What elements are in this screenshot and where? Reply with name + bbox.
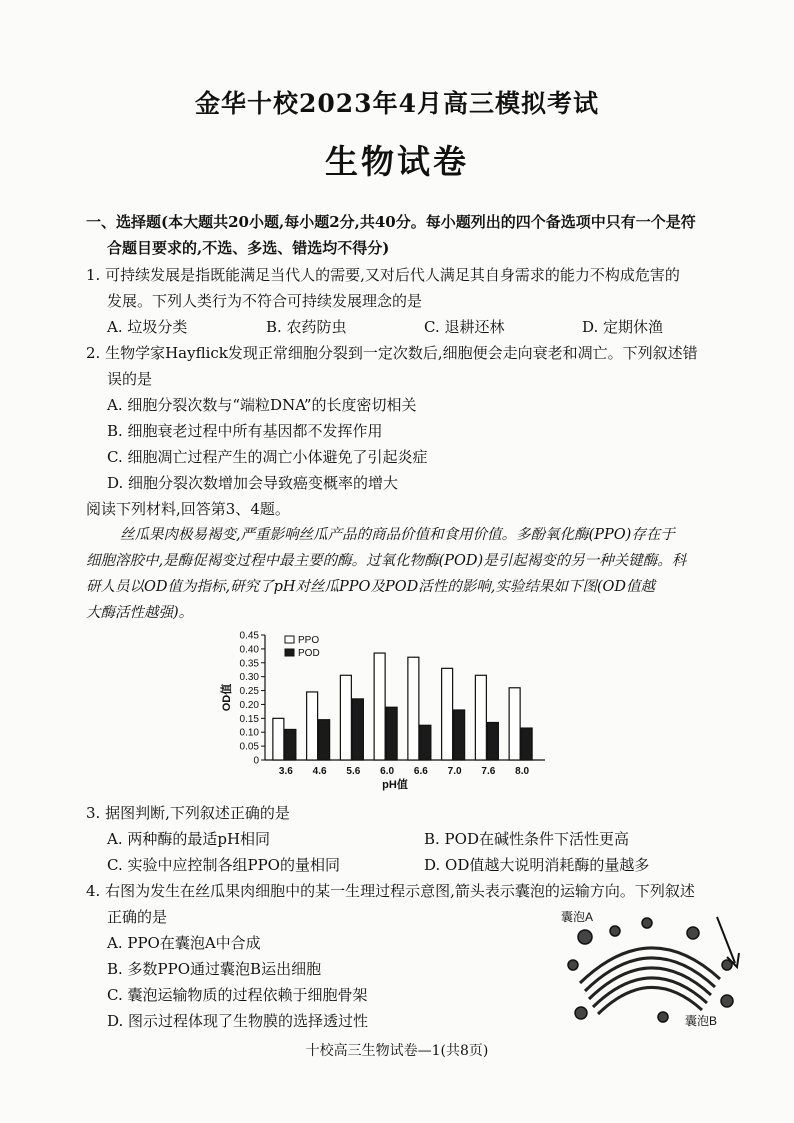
y-tick-label: 0.15 bbox=[239, 713, 259, 725]
q3-option-a: A. 两种酶的最适pH相同 bbox=[107, 830, 271, 848]
x-tick-label: 3.6 bbox=[278, 766, 293, 777]
y-tick-label: 0.20 bbox=[239, 699, 259, 711]
bar-ppo-3.6 bbox=[273, 718, 284, 760]
q4-option-b: B. 多数PPO通过囊泡B运出细胞 bbox=[107, 960, 322, 978]
y-tick-label: 0.05 bbox=[239, 741, 259, 753]
q3-option-d: D. OD值越大说明消耗酶的量越多 bbox=[424, 856, 650, 874]
section-intro-line1: 一、选择题(本大题共20小题,每小题2分,共40分。每小题列出的四个备选项中只有一个是符 bbox=[86, 213, 696, 231]
x-tick-label: 4.6 bbox=[312, 766, 327, 777]
q3-option-b: B. POD在碱性条件下活性更高 bbox=[424, 830, 629, 848]
q1-option-c: C. 退耕还林 bbox=[424, 318, 505, 336]
q1-option-b: B. 农药防虫 bbox=[266, 318, 347, 336]
bar-ppo-6.6 bbox=[408, 657, 419, 760]
y-tick-label: 0 bbox=[253, 755, 259, 767]
y-tick-label: 0.30 bbox=[239, 672, 259, 684]
subject-title: 生物试卷 bbox=[325, 142, 469, 181]
q4-option-d: D. 图示过程体现了生物膜的选择透过性 bbox=[107, 1012, 369, 1030]
x-tick-label: 7.6 bbox=[481, 766, 496, 777]
bar-ppo-4.6 bbox=[307, 692, 318, 760]
y-axis-label: OD值 bbox=[221, 683, 233, 712]
bar-pod-7.0 bbox=[454, 710, 465, 760]
q2-stem-line2: 误的是 bbox=[107, 370, 153, 388]
reading-line2: 细胞溶胶中,是酶促褐变过程中最主要的酶。过氧化物酶(POD)是引起褐变的另一种关键酶。科 bbox=[86, 553, 687, 569]
y-tick-label: 0.35 bbox=[239, 658, 259, 670]
exam-title: 金华十校2023年4月高三模拟考试 bbox=[195, 89, 599, 118]
q3-option-c: C. 实验中应控制各组PPO的量相同 bbox=[107, 856, 340, 874]
page-footer: 十校高三生物试卷—1(共8页) bbox=[305, 1043, 489, 1059]
legend-label-ppo: PPO bbox=[298, 635, 320, 646]
y-tick-label: 0.45 bbox=[239, 630, 259, 642]
bar-ppo-7.0 bbox=[442, 668, 453, 760]
q2-option-a: A. 细胞分裂次数与“端粒DNA”的长度密切相关 bbox=[107, 396, 417, 414]
vesicle-b-label: 囊泡B bbox=[685, 1014, 718, 1028]
legend-swatch-pod bbox=[285, 649, 294, 656]
x-tick-label: 7.0 bbox=[447, 766, 462, 777]
bar-ppo-8.0 bbox=[509, 688, 520, 760]
reading-line1: 丝瓜果肉极易褐变,严重影响丝瓜产品的商品价值和食用价值。多酚氧化酶(PPO)存在于 bbox=[120, 527, 675, 543]
q1-option-d: D. 定期休渔 bbox=[582, 318, 664, 336]
y-tick-label: 0.10 bbox=[239, 727, 259, 739]
q4-option-c: C. 囊泡运输物质的过程依赖于细胞骨架 bbox=[107, 986, 368, 1004]
section-intro-line2: 合题目要求的,不选、多选、错选均不得分) bbox=[107, 239, 390, 257]
bar-pod-5.6 bbox=[352, 699, 363, 760]
x-tick-label: 6.6 bbox=[413, 766, 428, 777]
bar-pod-6.6 bbox=[420, 725, 431, 760]
bar-pod-8.0 bbox=[521, 728, 532, 760]
reading-lead: 阅读下列材料,回答第3、4题。 bbox=[86, 500, 290, 518]
q2-option-d: D. 细胞分裂次数增加会导致癌变概率的增大 bbox=[107, 474, 399, 492]
q1-option-a: A. 垃圾分类 bbox=[107, 318, 188, 336]
legend-swatch-ppo bbox=[285, 636, 294, 643]
q4-stem-line1: 4. 右图为发生在丝瓜果肉细胞中的某一生理过程示意图,箭头表示囊泡的运输方向。下列叙述 bbox=[86, 882, 695, 900]
q1-stem-line2: 发展。下列人类行为不符合可持续发展理念的是 bbox=[107, 292, 423, 310]
vesicle-a-label: 囊泡A bbox=[561, 910, 594, 924]
q4-stem-line2: 正确的是 bbox=[107, 908, 168, 926]
q2-option-c: C. 细胞凋亡过程产生的凋亡小体避免了引起炎症 bbox=[107, 448, 428, 466]
x-tick-label: 8.0 bbox=[515, 766, 530, 777]
q4-option-a: A. PPO在囊泡A中合成 bbox=[107, 934, 261, 952]
bar-ppo-5.6 bbox=[340, 675, 351, 760]
x-axis-label: pH值 bbox=[382, 779, 408, 791]
x-tick-label: 6.0 bbox=[380, 766, 395, 777]
q3-stem: 3. 据图判断,下列叙述正确的是 bbox=[86, 804, 290, 822]
bar-ppo-7.6 bbox=[475, 675, 486, 760]
bar-pod-6.0 bbox=[386, 707, 397, 760]
q2-option-b: B. 细胞衰老过程中所有基因都不发挥作用 bbox=[107, 422, 383, 440]
bar-pod-7.6 bbox=[487, 723, 498, 761]
bar-pod-3.6 bbox=[285, 729, 296, 760]
od-ph-bar-chart bbox=[200, 625, 620, 810]
legend-label-pod: POD bbox=[298, 648, 320, 659]
golgi-vesicle-figure bbox=[555, 905, 755, 1030]
x-tick-label: 5.6 bbox=[346, 766, 361, 777]
bar-pod-4.6 bbox=[319, 720, 330, 760]
reading-line3: 研人员以OD值为指标,研究了pH对丝瓜PPO及POD活性的影响,实验结果如下图(OD值越 bbox=[86, 579, 655, 595]
y-tick-label: 0.40 bbox=[239, 644, 259, 656]
q1-stem-line1: 1. 可持续发展是指既能满足当代人的需要,又对后代人满足其自身需求的能力不构成危害的 bbox=[86, 266, 680, 284]
reading-line4: 大酶活性越强)。 bbox=[86, 605, 194, 621]
bar-ppo-6.0 bbox=[374, 653, 385, 760]
y-tick-label: 0.25 bbox=[239, 686, 259, 698]
q2-stem-line1: 2. 生物学家Hayflick发现正常细胞分裂到一定次数后,细胞便会走向衰老和凋亡。下列叙述错 bbox=[86, 344, 698, 362]
